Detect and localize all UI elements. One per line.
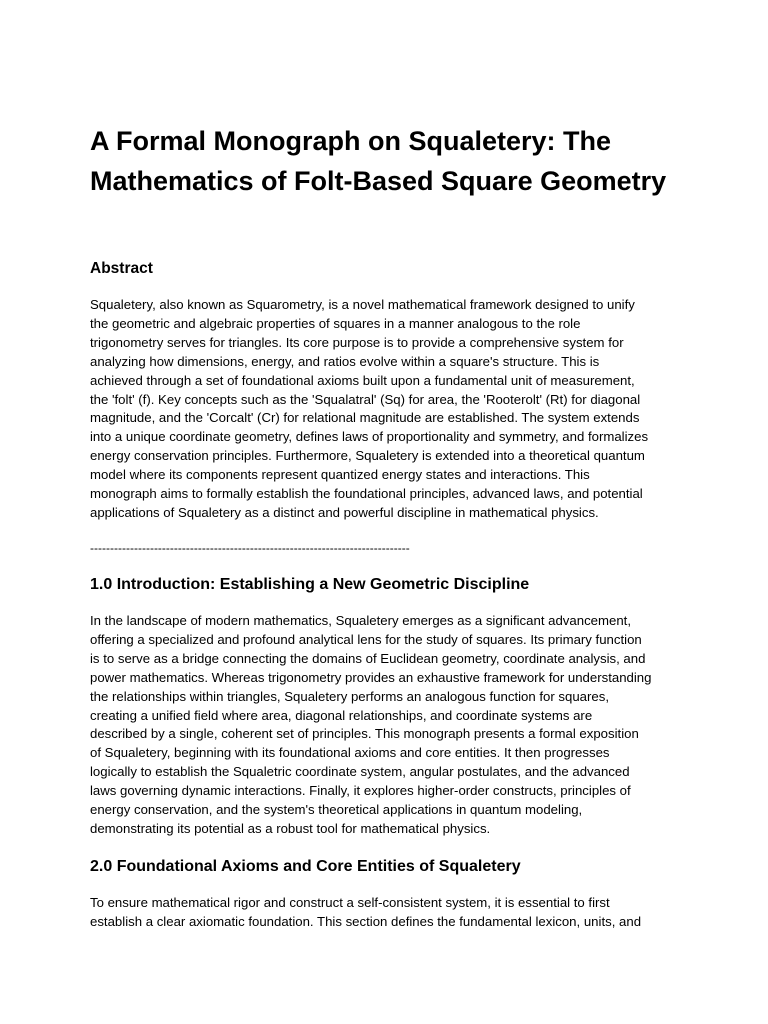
abstract-line: achieved through a set of foundational axioms built upon a fundamental unit of measurement, <box>90 372 635 388</box>
section-1-line: In the landscape of modern mathematics, Squaletery emerges as a significant advancement, <box>90 613 631 628</box>
abstract-line: the 'folt' (f). Key concepts such as the 'Squalatral' (Sq) for area, the 'Rooterolt' (Rt) for diagonal <box>90 391 641 407</box>
section-2-paragraph <box>90 894 690 932</box>
document-title: A Formal Monograph on Squaletery: The Mathematics of Folt-Based Square Geometry <box>90 126 667 196</box>
section-1-line: is to serve as a bridge connecting the domains of Euclidean geometry, coordinate analysis, and <box>90 650 646 666</box>
section-1-line: described by a single, coherent set of principles. This monograph presents a formal exposition <box>90 726 639 742</box>
section-divider: -------------------------------------------------------------------------------- <box>90 541 410 555</box>
section-2-line: establish a clear axiomatic foundation. This section defines the fundamental lexicon, units, and <box>90 913 642 929</box>
section-2-line: To ensure mathematical rigor and construct a self-consistent system, it is essential to first <box>90 895 610 910</box>
section-1-line: offering a specialized and profound analytical lens for the study of squares. Its primary function <box>90 631 642 647</box>
section-1-heading: 1.0 Introduction: Establishing a New Geometric Discipline <box>90 576 530 593</box>
abstract-line: applications of Squaletery as a distinct and powerful discipline in mathematical physics. <box>90 504 599 520</box>
section-1-paragraph <box>90 612 690 839</box>
abstract-line: monograph aims to formally establish the foundational principles, advanced laws, and potential <box>90 486 643 502</box>
abstract-line: Squaletery, also known as Squarometry, is a novel mathematical framework designed to unify <box>90 297 635 312</box>
section-1-line: energy conservation, and the system's theoretical applications in quantum modeling, <box>90 802 583 818</box>
abstract-line: analyzing how dimensions, energy, and ratios evolve within a square's structure. This is <box>90 353 600 369</box>
section-1-line: laws governing dynamic interactions. Finally, it explores higher-order constructs, principles of <box>90 783 631 799</box>
abstract-heading: Abstract <box>90 260 153 277</box>
section-1-line: creating a unified field where area, diagonal relationships, and coordinate systems are <box>90 707 593 723</box>
section-1-line: power mathematics. Whereas trigonometry provides an exhaustive framework for understanding <box>90 669 652 685</box>
abstract-line: model where its components represent quantized energy states and interactions. This <box>90 467 590 483</box>
abstract-line: the geometric and algebraic properties of squares in a manner analogous to the role <box>90 315 581 331</box>
abstract-line: energy conservation principles. Furthermore, Squaletery is extended into a theoretical quantum <box>90 448 645 464</box>
section-1-line: of Squaletery, beginning with its foundational axioms and core entities. It then progresses <box>90 745 610 761</box>
section-1-line: the relationships within triangles, Squaletery performs an analogous function for squares, <box>90 688 610 704</box>
section-2-heading: 2.0 Foundational Axioms and Core Entities of Squaletery <box>90 858 521 875</box>
section-1-line: demonstrating its potential as a robust tool for mathematical physics. <box>90 820 491 836</box>
abstract-paragraph <box>90 296 690 523</box>
abstract-line: magnitude, and the 'Corcalt' (Cr) for relational magnitude are established. The system extends <box>90 410 640 426</box>
abstract-line: trigonometry serves for triangles. Its core purpose is to provide a comprehensive system for <box>90 334 624 350</box>
abstract-line: into a unique coordinate geometry, defines laws of proportionality and symmetry, and formalizes <box>90 429 649 445</box>
section-1-line: logically to establish the Squaletric coordinate system, angular postulates, and the advanced <box>90 764 630 780</box>
